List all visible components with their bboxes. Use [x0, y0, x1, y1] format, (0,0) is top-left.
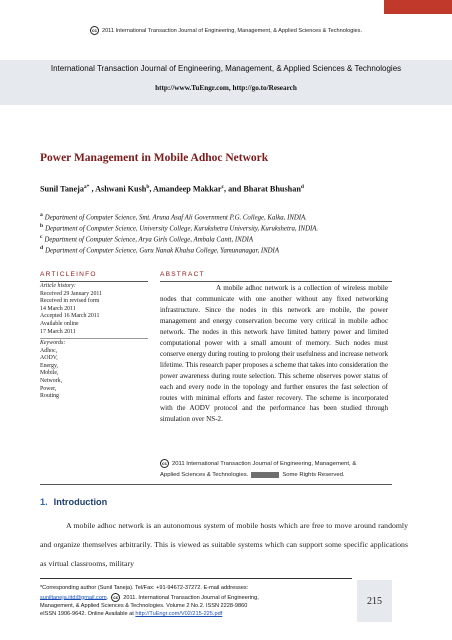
- abstract-body: [160, 283, 388, 425]
- article-info-heading: ARTICLEINFO: [40, 271, 97, 278]
- license-notice: [160, 459, 392, 481]
- keyword: Network,: [40, 377, 63, 384]
- copyright-header: [0, 26, 452, 35]
- affiliation-mark: b: [40, 223, 44, 229]
- author-mark: d: [300, 184, 304, 190]
- section-heading: [40, 497, 113, 507]
- history-item: Accepted 16 March 2011: [40, 313, 100, 320]
- history-item: Available online: [40, 320, 79, 327]
- keyword: Energy,: [40, 362, 58, 369]
- keyword: AODV,: [40, 355, 58, 362]
- cc-icon: cc: [91, 28, 97, 33]
- history-item: 14 March 2011: [40, 305, 76, 312]
- author-separator: , and: [223, 184, 244, 194]
- author-mark: c: [221, 184, 224, 190]
- footnote-line: eISSN 1906-9642. Online Available at: [40, 611, 134, 618]
- cc-icon: cc: [113, 594, 119, 600]
- affiliation: [40, 223, 318, 232]
- author-separator: ,: [89, 184, 96, 194]
- page-number-box: [357, 580, 392, 622]
- history-item: Received in revised form: [40, 298, 100, 305]
- footnote: *Corresponding author (Sunil Taneja). Tel/Fax: +91-94672-37272. E-mail addresses: suniltaneja.iitd@gmail.com. cc 2011. International Transaction Journal of Engineering, Management, & Applied Sciences & Technologies. Volume 2 No.2. ISSN 2228-9860 eISSN 1906-9642. Online Available at http://TuEngr.com/V02/215-225.pdf: [40, 584, 340, 619]
- affiliation-mark: a: [40, 212, 43, 218]
- affiliation: [40, 234, 253, 243]
- author-name: Amandeep Makkar: [153, 184, 222, 194]
- author-email-link[interactable]: suniltaneja.iitd@gmail.com: [40, 594, 107, 601]
- journal-banner: [0, 60, 452, 105]
- author-mark: a*: [83, 184, 90, 190]
- abstract-text: A mobile adhoc network is a collection of wireless mobile nodes that communicate with one another without any fixed networking infrastructure. Since the nodes in this network are mobile, the power management and energy conservation become very critical in mobile adhoc network. The nodes in this network have limited battery power and limited computational power with a small amount of memory. Such nodes must conserve energy during routing to prolong their usefulness and increase network lifetime. This research paper proposes a scheme that takes into consideration the power awareness during route selection. This scheme observes power status of each and every node in the topology and further ensures the fast selection of routes with minimal efforts and faster recovery. The scheme is incorporated with the AODV protocol and the performance has been studied through simulation over NS-2.: [160, 284, 388, 424]
- article-info-rule: [40, 281, 148, 282]
- footnote-line: *Corresponding author (Sunil Taneja). Tel/Fax: +91-94672-37272. E-mail addresses:: [40, 585, 249, 591]
- keyword: Routing: [40, 393, 59, 400]
- footnote-line: Management, & Applied Sciences & Technologies. Volume 2 No.2. ISSN 2228-9860: [40, 602, 248, 609]
- keyword: Mobile,: [40, 370, 59, 377]
- affiliation-text: Department of Computer Science, Smt. Aruna Asaf Ali Government P.G. College, Kalka, INDIA.: [44, 214, 307, 222]
- author-name: Sunil Taneja: [40, 184, 84, 194]
- footnote-line: 2011. International Transaction Journal of Engineering,: [123, 594, 259, 601]
- copyright-text: 2011 International Transaction Journal of Engineering, Management, & Applied Sciences & Technologies.: [101, 27, 363, 34]
- author-list: [40, 184, 304, 194]
- journal-title: International Transaction Journal of Engineering, Management, & Applied Sciences & Technologies: [50, 64, 402, 73]
- keywords-block: [40, 340, 140, 401]
- author-separator: ,: [149, 184, 154, 194]
- cc-icon: cc: [161, 461, 167, 466]
- author-name: Bharat Bhushan: [243, 184, 301, 194]
- history-label: Article history:: [40, 283, 76, 289]
- introduction-body: [40, 516, 408, 573]
- abstract-heading: ABSTRACT: [160, 271, 205, 278]
- paper-pdf-link[interactable]: http://TuEngr.com/V02/215-225.pdf: [135, 611, 223, 618]
- affiliation-mark: d: [40, 245, 44, 251]
- keyword: Adhoc,: [40, 347, 58, 354]
- history-item: Received 29 January 2011: [40, 290, 103, 297]
- abstract-bottom-rule: [40, 484, 392, 485]
- abstract-rule: [160, 281, 392, 282]
- section-number: 1.: [40, 497, 48, 507]
- paper-title: Power Management in Mobile Adhoc Network: [40, 152, 269, 164]
- license-line: Applied Sciences & Technologies.: [160, 472, 249, 479]
- affiliation-text: Department of Computer Science, Arya Girls College, Ambala Cantt, INDIA: [44, 236, 254, 244]
- license-line: Some Rights Reserved.: [282, 472, 345, 479]
- journal-urls[interactable]: http://www.TuEngr.com, http://go.to/Research: [155, 84, 297, 92]
- author-name: Ashwani Kush: [95, 184, 147, 194]
- page-number: 215: [367, 595, 382, 607]
- cc-license-badge-icon[interactable]: [251, 472, 279, 478]
- corner-accent: [384, 0, 452, 14]
- affiliation: [40, 245, 279, 254]
- footnote-rule: [40, 578, 352, 579]
- article-history: [40, 283, 140, 336]
- license-line: 2011 International Transaction Journal of Engineering, Management, &: [172, 461, 357, 468]
- keywords-rule: [40, 338, 148, 339]
- affiliation-text: Department of Computer Science, Guru Nanak Khalsa College, Yamunanagar, INDIA: [45, 247, 279, 255]
- introduction-text: A mobile adhoc network is an autonomous system of mobile hosts which are free to move around randomly and organize themselves arbitrarily. This is viewed as suitable systems which can support some specific applications as virtual classrooms, military: [40, 521, 408, 568]
- affiliation-text: Department of Computer Science, University College, Kurukshetra University, Kurukshetra, INDIA.: [45, 225, 319, 233]
- history-item: 17 March 2011: [40, 328, 76, 335]
- affiliation: [40, 212, 307, 221]
- keywords-label: Keywords:: [40, 340, 66, 346]
- section-title: Introduction: [53, 497, 108, 507]
- keyword: Power,: [40, 385, 57, 392]
- author-mark: b: [146, 184, 150, 190]
- affiliation-mark: c: [40, 234, 43, 240]
